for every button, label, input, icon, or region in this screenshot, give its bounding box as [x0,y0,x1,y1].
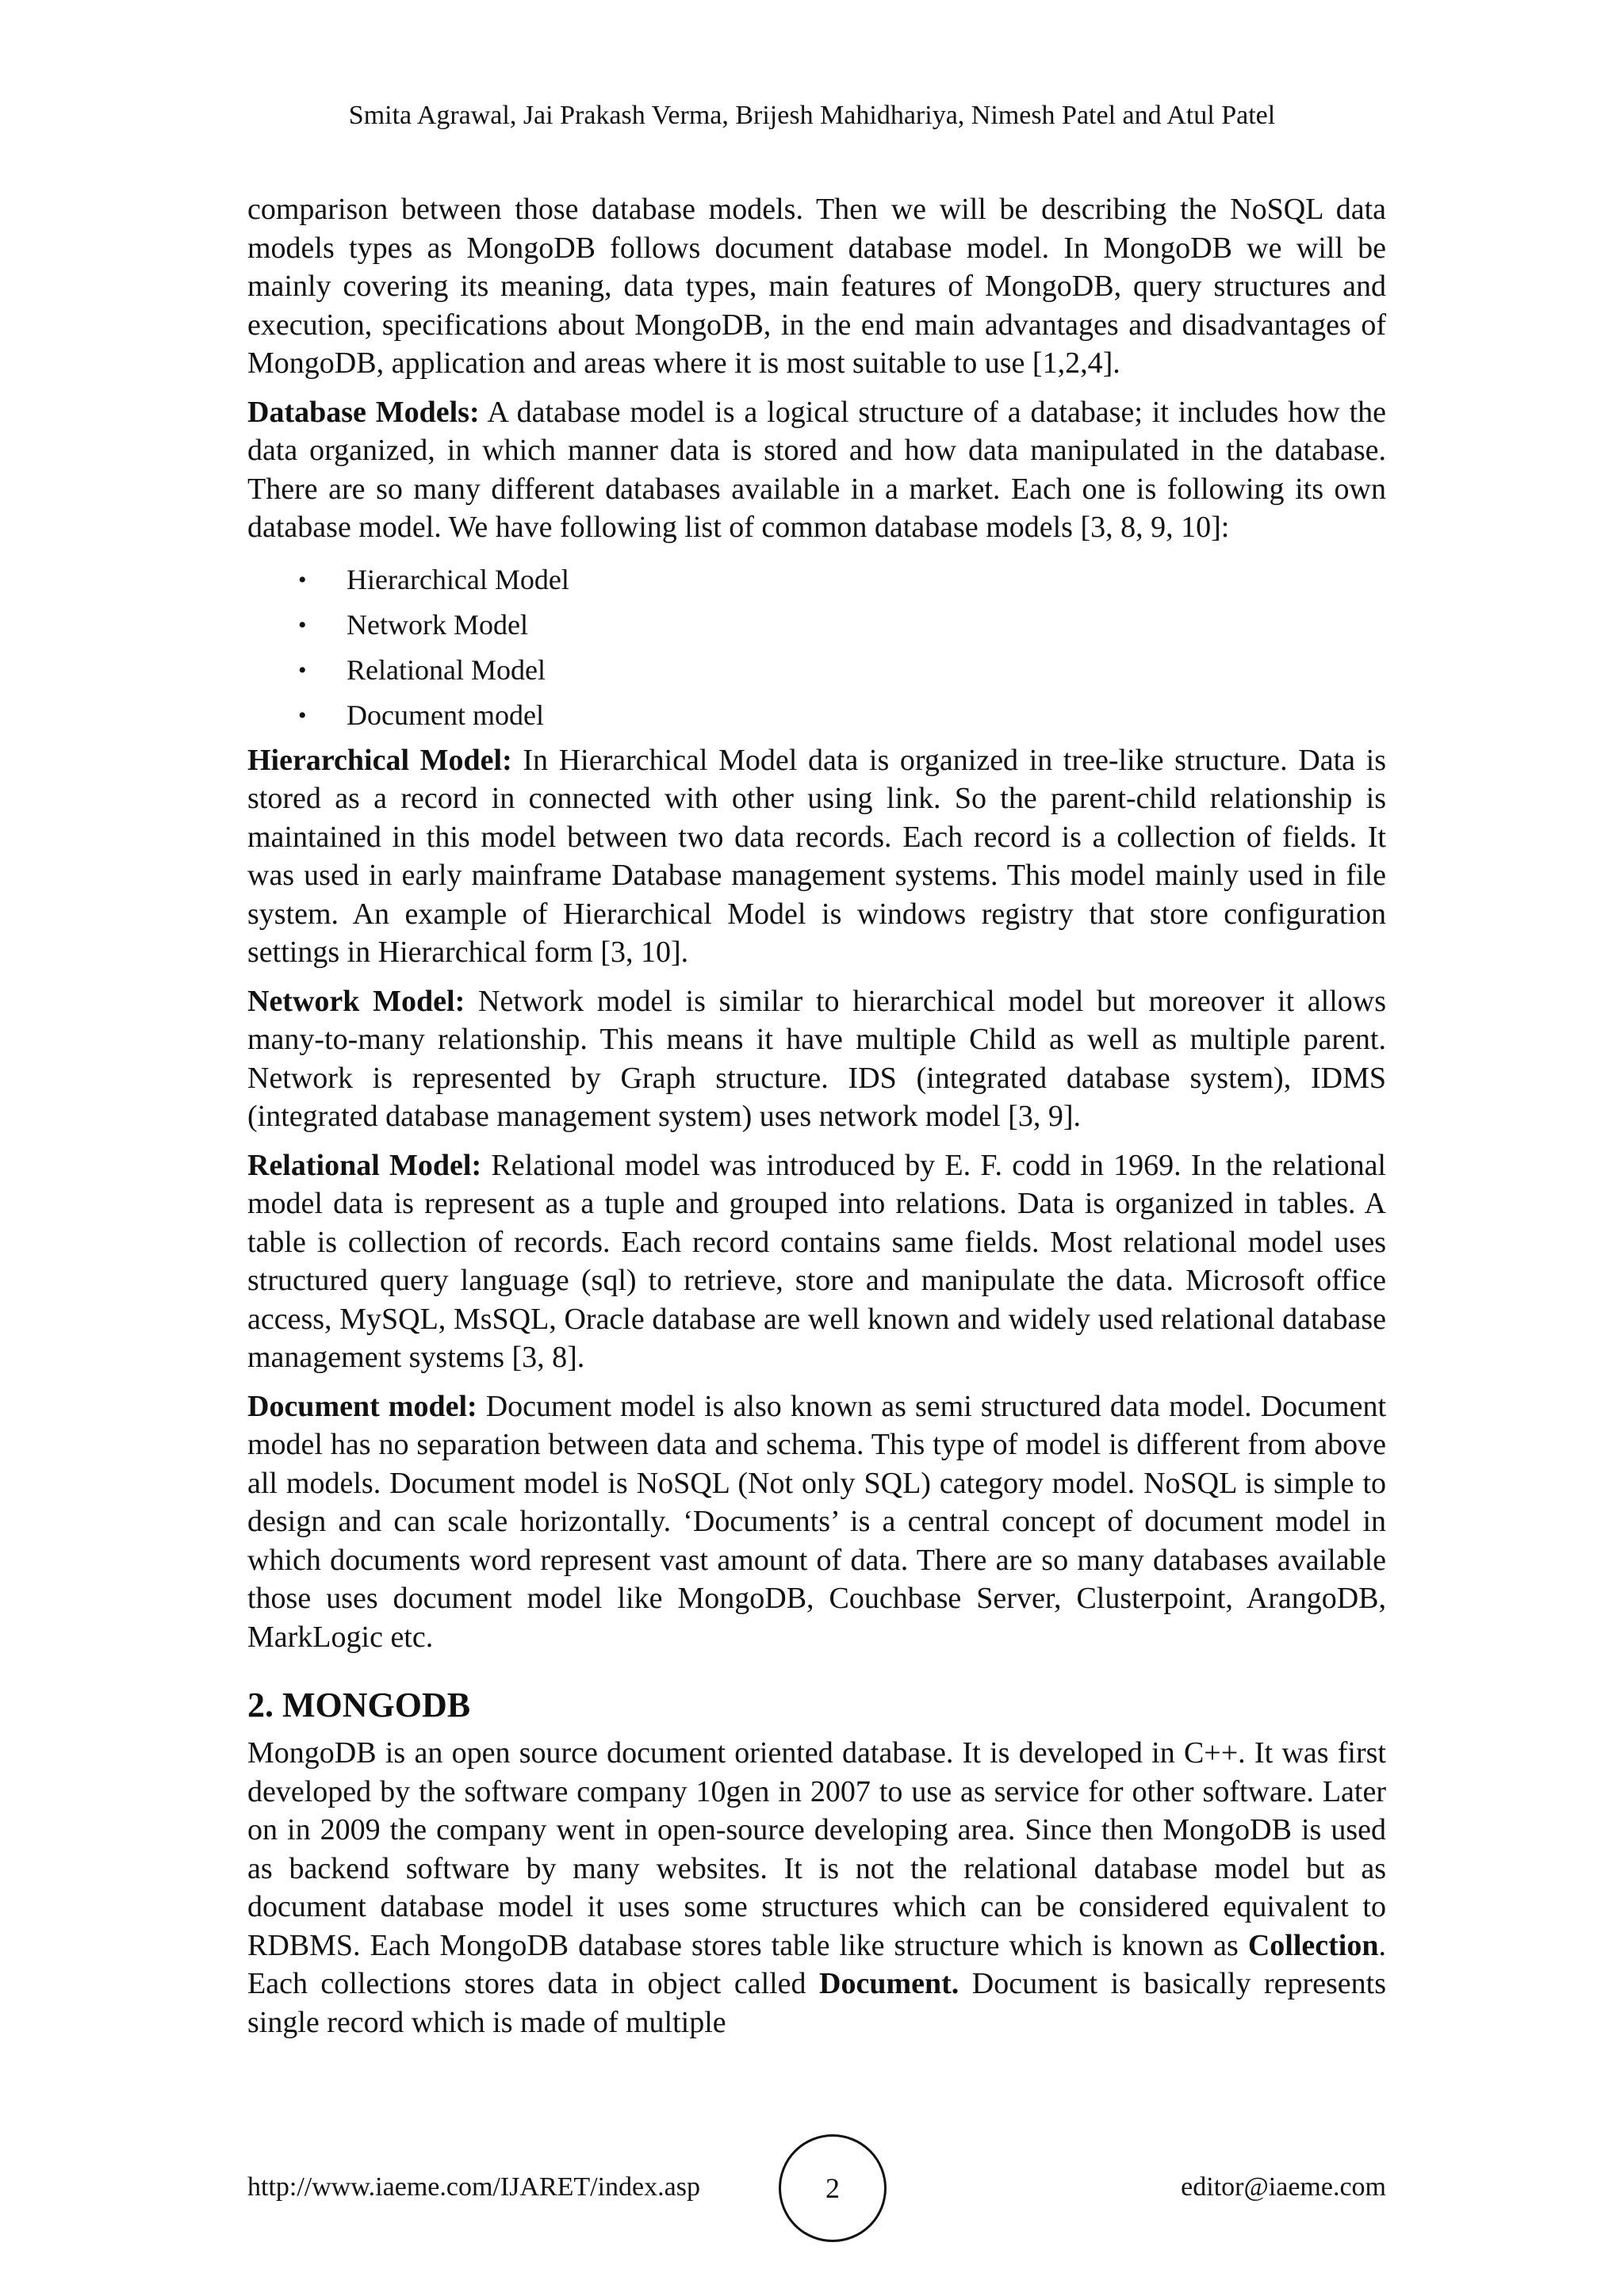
page-number-circle [779,2134,887,2242]
hierarchical-model-text: In Hierarchical Model data is organized in tree-like structure. Data is stored as a record in connected with other using link. So the parent-child relationship is maintained in this model between two data records. Each record is a collection of fields. It was used in early mainframe Database management systems. This model mainly used in file system. An example of Hierarchical Model is windows registry that store configuration settings in Hierarchical form [3, 10]. [247,743,1386,969]
footer-email-link[interactable]: editor@iaeme.com [1181,2172,1386,2202]
bullet-icon: • [298,611,307,638]
running-header [0,98,1624,133]
page-number: 2 [825,2172,840,2204]
relational-model-text: Relational model was introduced by E. F. codd in 1969. In the relational model data is represent as a tuple and grouped into relations. Data is organized in tables. A table is collection of records. Each record contains same fields. Most relational model uses structured query language (sql) to retrieve, store and manipulate the data. Microsoft office access, MySQL, MsSQL, Oracle database are well known and widely used relational database management systems [3, 8]. [247,1148,1386,1374]
header-authors: Smita Agrawal, Jai Prakash Verma, Brijesh Mahidhariya, Nimesh Patel and Atul Patel [348,101,1276,130]
document-model-paragraph [247,1387,1386,1657]
mongodb-text-part3: Document is basically represents single record which is made of multiple [247,1967,1386,2039]
bullet-icon: • [298,702,307,729]
document-term: Document. [819,1967,959,2000]
database-models-label: Database Models: [247,395,480,429]
list-item-text: Network Model [347,608,528,641]
page-body [247,190,1386,2052]
database-models-paragraph [247,393,1386,547]
relational-model-label: Relational Model: [247,1148,482,1182]
list-item-text: Relational Model [347,653,546,686]
document-model-label: Document model: [247,1389,477,1423]
mongodb-text-part1: MongoDB is an open source document oriented database. It is developed in C++. It was first developed by the software company 10gen in 2007 to use as service for other software. Later on in 2009 the company went in open-source developing area. Since then MongoDB is used as backend software by many websites. It is not the relational database model but as document database model it uses some structures which can be considered equivalent to RDBMS. Each MongoDB database stores table like structure which is known as [247,1736,1386,1962]
network-model-label: Network Model: [247,984,465,1018]
database-models-text: A database model is a logical structure of a database; it includes how the data organized, in which manner data is stored and how data manipulated in the database. There are so many different databases available in a market. Each one is following its own database model. We have following list of common database models [3, 8, 9, 10]: [247,395,1386,544]
collection-term: Collection [1247,1928,1379,1962]
mongodb-paragraph [247,1734,1386,2042]
network-model-text: Network model is similar to hierarchical model but moreover it allows many-to-many relationship. This means it have multiple Child as well as multiple parent. Network is represented by Graph structure. IDS (integrated database system), IDMS (integrated database management system) uses network model [3, 9]. [247,984,1386,1133]
list-item [247,693,1386,738]
mongodb-text-part2: . Each collections stores data in object called [247,1928,1386,2000]
page-footer [247,2134,1386,2245]
relational-model-paragraph [247,1146,1386,1377]
hierarchical-model-label: Hierarchical Model: [247,743,512,777]
intro-text: comparison between those database models. Then we will be describing the NoSQL data models types as MongoDB follows document database model. In MongoDB we will be mainly covering its meaning, data types, main features of MongoDB, query structures and execution, specifications about MongoDB, in the end main advantages and disadvantages of MongoDB, application and areas where it is most suitable to use [1,2,4]. [247,193,1386,380]
document-model-text: Document model is also known as semi structured data model. Document model has no separation between data and schema. This type of model is different from above all models. Document model is NoSQL (Not only SQL) category model. NoSQL is simple to design and can scale horizontally. ‘Documents’ is a central concept of document model in which documents word represent vast amount of data. There are so many databases available those uses document model like MongoDB, Couchbase Server, Clusterpoint, ArangoDB, MarkLogic etc. [247,1389,1387,1654]
database-models-list [247,557,1386,738]
list-item [247,648,1386,693]
bullet-icon: • [298,566,307,593]
list-item [247,603,1386,648]
hierarchical-model-paragraph [247,741,1386,972]
bullet-icon: • [298,656,307,683]
list-item [247,557,1386,603]
network-model-paragraph [247,982,1386,1136]
intro-paragraph [247,190,1386,383]
list-item-text: Document model [347,698,544,731]
section-heading-mongodb: 2. MONGODB [247,1686,471,1724]
list-item-text: Hierarchical Model [347,563,569,595]
footer-url-link[interactable]: http://www.iaeme.com/IJARET/index.asp [247,2172,700,2202]
